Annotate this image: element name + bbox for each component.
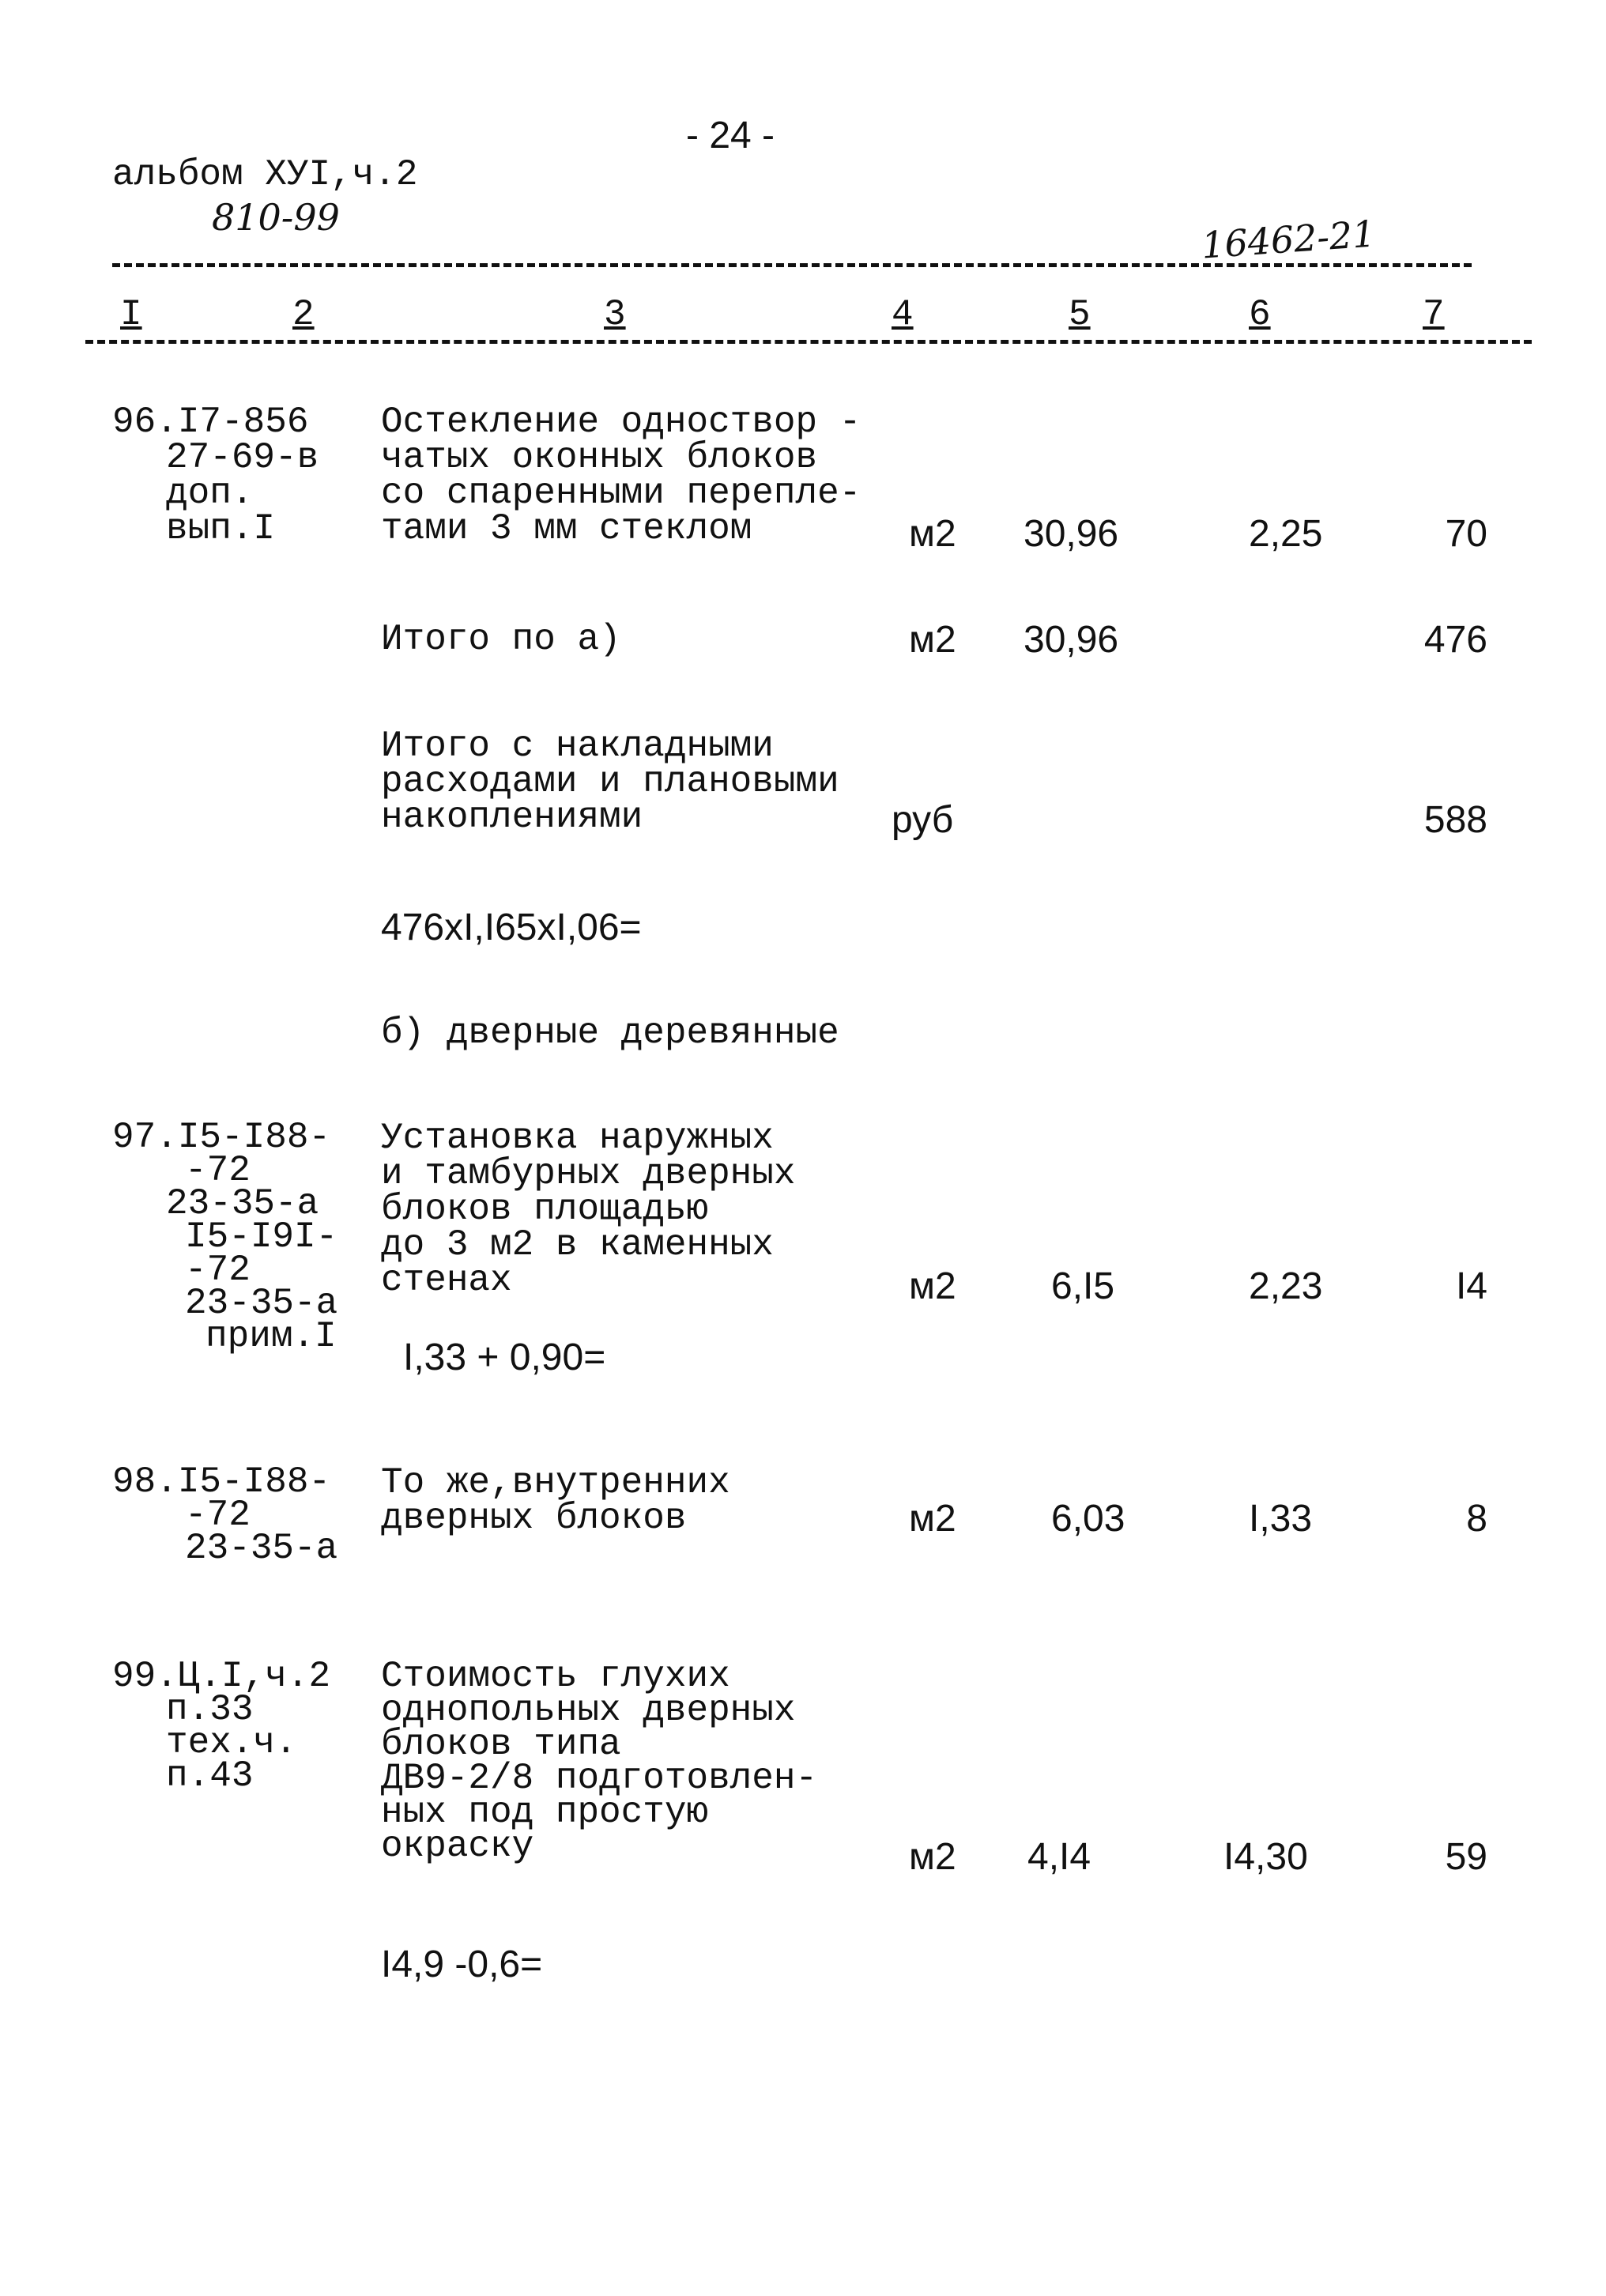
row-price: 2,25 bbox=[1249, 513, 1323, 555]
column-header-3: 3 bbox=[604, 294, 626, 335]
column-header-2: 2 bbox=[292, 294, 315, 335]
row-price: I4,30 bbox=[1223, 1836, 1308, 1878]
row-total: 70 bbox=[1445, 513, 1487, 555]
row-total: 8 bbox=[1466, 1498, 1487, 1540]
album-reference: альбом ХУI,ч.2 bbox=[112, 154, 418, 195]
row-reference: 98.I5-I88- -72 23-35-а bbox=[112, 1461, 338, 1569]
row-reference: 99.Ц.I,ч.2 п.33 тех.ч. п.43 bbox=[112, 1656, 331, 1796]
handwritten-note-right: 16462-21 bbox=[1200, 212, 1378, 267]
page-number: - 24 - bbox=[686, 115, 775, 156]
row-description: Итого с накладными расходами и плановыми накоплениями bbox=[381, 726, 839, 838]
handwritten-note-left: 810-99 bbox=[212, 196, 340, 239]
row-quantity: 6,03 bbox=[1051, 1498, 1125, 1540]
row-total: 59 bbox=[1445, 1836, 1487, 1878]
column-header-6: 6 bbox=[1249, 294, 1271, 335]
section-heading: б) дверные деревянные bbox=[381, 1012, 839, 1054]
formula: 476хI,I65хI,06= bbox=[381, 907, 642, 948]
header-separator-bottom bbox=[85, 340, 1532, 344]
row-quantity: 4,I4 bbox=[1027, 1836, 1091, 1878]
formula: I,33 + 0,90= bbox=[403, 1337, 606, 1378]
row-description: Итого по а) bbox=[381, 619, 621, 660]
row-description: Стоимость глухих однопольных дверных блоков типа ДВ9-2/8 подготовлен- ных под простую окраску bbox=[381, 1656, 818, 1867]
row-quantity: 30,96 bbox=[1024, 513, 1119, 555]
row-unit: м2 bbox=[909, 513, 956, 555]
row-description: Установка наружных и тамбурных дверных блоков площадью до 3 м2 в каменных стенах bbox=[381, 1118, 796, 1301]
row-total: 588 bbox=[1423, 799, 1487, 841]
row-unit: м2 bbox=[909, 619, 956, 661]
row-unit: м2 bbox=[909, 1836, 956, 1878]
row-description: То же,внутренних дверных блоков bbox=[381, 1462, 730, 1539]
header-separator-top bbox=[112, 263, 1472, 267]
row-reference: 97.I5-I88- -72 23-35-а I5-I9I- -72 23-35-а прим.I bbox=[112, 1117, 338, 1357]
row-price: 2,23 bbox=[1249, 1265, 1323, 1307]
column-header-1: I bbox=[120, 294, 142, 335]
row-total: 476 bbox=[1423, 619, 1487, 661]
row-unit: м2 bbox=[909, 1498, 956, 1540]
column-header-4: 4 bbox=[892, 294, 914, 335]
row-price: I,33 bbox=[1249, 1498, 1313, 1540]
column-header-5: 5 bbox=[1069, 294, 1091, 335]
column-header-7: 7 bbox=[1423, 294, 1445, 335]
row-total: I4 bbox=[1455, 1265, 1487, 1307]
row-description: Остекление одноствор - чатых оконных блоков со спаренными перепле- тами 3 мм стеклом bbox=[381, 402, 861, 549]
row-unit: м2 bbox=[909, 1265, 956, 1307]
row-quantity: 6,I5 bbox=[1051, 1265, 1115, 1307]
row-reference: 96.I7-856 27-69-в доп. вып.I bbox=[112, 402, 319, 549]
formula: I4,9 -0,6= bbox=[381, 1943, 543, 1985]
row-unit: руб bbox=[892, 799, 954, 841]
row-quantity: 30,96 bbox=[1024, 619, 1119, 661]
